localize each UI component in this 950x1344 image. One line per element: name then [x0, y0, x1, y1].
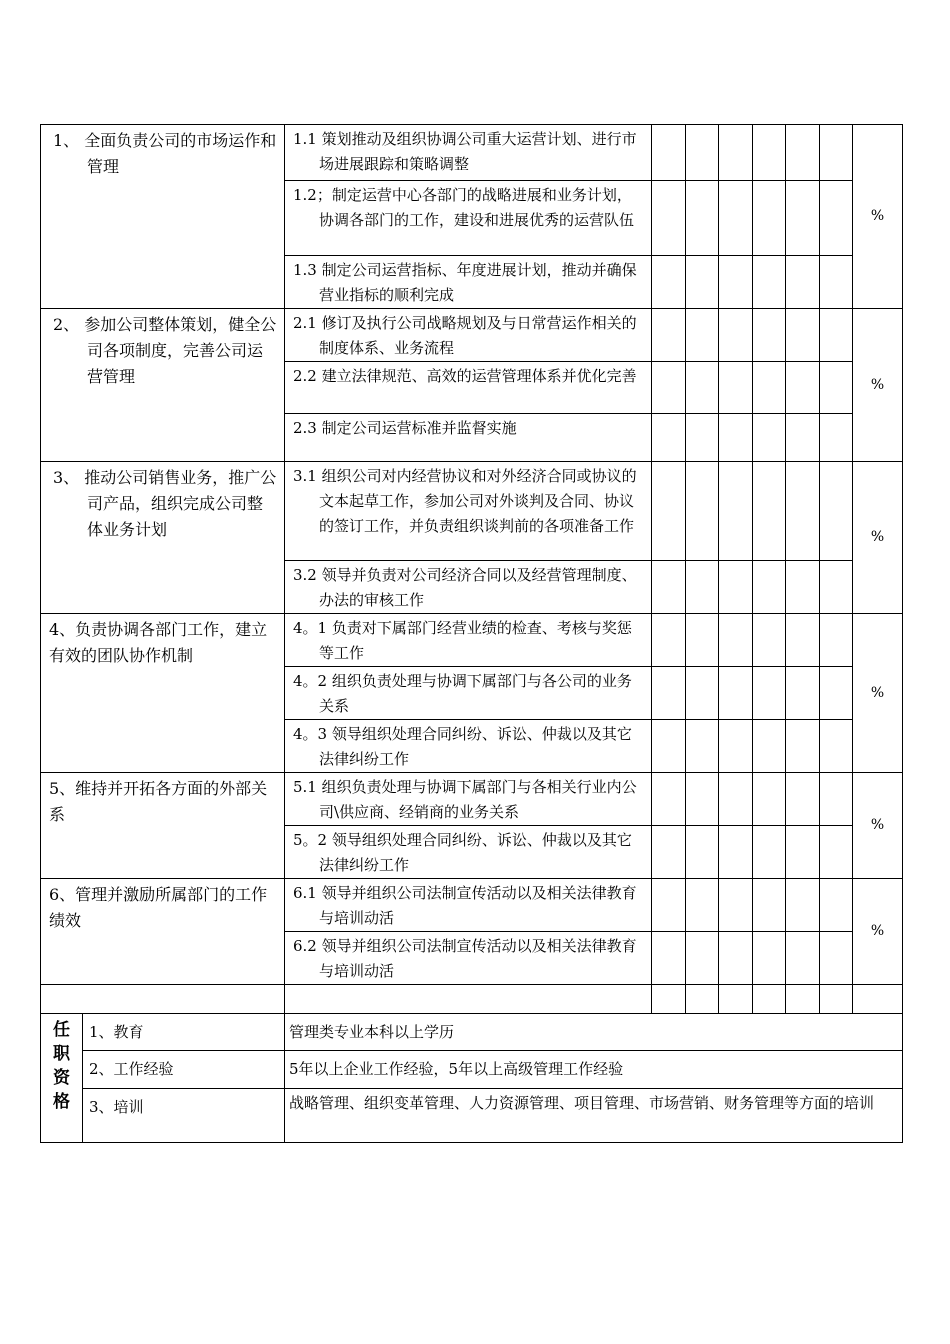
task-text: 6.1 领导并组织公司法制宣传活动以及相关法律教育与培训动活 [293, 884, 637, 927]
task-text: 4。1 负责对下属部门经营业绩的检查、考核与奖惩等工作 [293, 619, 632, 662]
score-cell [753, 985, 786, 1014]
score-cell [719, 985, 753, 1014]
responsibility-row [41, 125, 903, 181]
task-text: 2.2 建立法律规范、高效的运营管理体系并优化完善 [293, 367, 637, 385]
score-cell [753, 256, 786, 309]
score-cell [652, 561, 686, 614]
score-cell [753, 462, 786, 561]
weight-cell: % [853, 309, 903, 462]
score-cell [652, 879, 686, 932]
qualification-value: 战略管理、组织变革管理、人力资源管理、项目管理、市场营销、财务管理等方面的培训 [285, 1089, 903, 1143]
task-cell [285, 667, 652, 720]
score-cell [652, 773, 686, 826]
score-cell [686, 309, 719, 362]
score-cell [753, 614, 786, 667]
weight-cell: % [853, 879, 903, 985]
score-cell [786, 614, 820, 667]
score-cell [753, 932, 786, 985]
score-cell [753, 414, 786, 462]
score-cell [753, 362, 786, 414]
score-cell [753, 879, 786, 932]
task-text: 3.2 领导并负责对公司经济合同以及经营管理制度、办法的审核工作 [293, 566, 637, 609]
score-cell [820, 256, 853, 309]
score-cell [786, 826, 820, 879]
responsibility-title-text: 3、 推动公司销售业务，推广公司产品，组织完成公司整体业务计划 [53, 468, 277, 539]
score-cell [719, 181, 753, 256]
score-cell [652, 826, 686, 879]
score-cell [753, 561, 786, 614]
score-cell [719, 362, 753, 414]
score-cell [786, 667, 820, 720]
blank-cell [285, 985, 652, 1014]
qualification-label-char: 职 [53, 1044, 70, 1064]
task-text: 1.3 制定公司运营指标、年度进展计划，推动并确保营业指标的顺利完成 [293, 261, 637, 304]
task-text: 1.1 策划推动及组织协调公司重大运营计划、进行市场进展跟踪和策略调整 [293, 130, 637, 173]
qualification-name: 2、工作经验 [83, 1051, 285, 1089]
score-cell [652, 181, 686, 256]
responsibility-row [41, 879, 903, 932]
score-cell [820, 181, 853, 256]
score-cell [686, 932, 719, 985]
score-cell [686, 720, 719, 773]
task-cell [285, 932, 652, 985]
qualification-value: 管理类专业本科以上学历 [285, 1014, 903, 1051]
responsibility-title-text: 5、维持并开拓各方面的外部关系 [49, 779, 268, 824]
score-cell [786, 561, 820, 614]
score-cell [652, 256, 686, 309]
score-cell [786, 181, 820, 256]
score-cell [719, 309, 753, 362]
score-cell [686, 773, 719, 826]
task-cell [285, 614, 652, 667]
score-cell [719, 125, 753, 181]
responsibility-row [41, 614, 903, 667]
blank-row [41, 985, 903, 1014]
responsibility-title-text: 4、负责协调各部门工作，建立有效的团队协作机制 [49, 620, 268, 665]
task-cell [285, 561, 652, 614]
score-cell [686, 462, 719, 561]
score-cell [786, 462, 820, 561]
responsibility-title [41, 879, 285, 985]
score-cell [786, 414, 820, 462]
score-cell [753, 720, 786, 773]
score-cell [686, 414, 719, 462]
qualification-label-char: 格 [53, 1092, 70, 1112]
job-description-sheet [40, 124, 902, 1143]
score-cell [820, 667, 853, 720]
weight-cell: % [853, 773, 903, 879]
responsibility-title [41, 462, 285, 614]
responsibility-title [41, 773, 285, 879]
score-cell [820, 773, 853, 826]
task-cell [285, 256, 652, 309]
score-cell [820, 561, 853, 614]
responsibility-title [41, 614, 285, 773]
responsibility-title-text: 6、管理并激励所属部门的工作绩效 [49, 885, 268, 930]
task-text: 5。2 领导组织处理合同纠纷、诉讼、仲裁以及其它法律纠纷工作 [293, 831, 632, 874]
score-cell [719, 614, 753, 667]
score-cell [719, 826, 753, 879]
score-cell [652, 667, 686, 720]
score-cell [652, 720, 686, 773]
score-cell [786, 125, 820, 181]
qualification-row [41, 1089, 903, 1143]
score-cell [820, 932, 853, 985]
score-cell [652, 125, 686, 181]
score-cell [820, 614, 853, 667]
score-cell [686, 667, 719, 720]
score-cell [686, 362, 719, 414]
score-cell [719, 414, 753, 462]
responsibility-row [41, 773, 903, 826]
task-text: 6.2 领导并组织公司法制宣传活动以及相关法律教育与培训动活 [293, 937, 637, 980]
score-cell [686, 125, 719, 181]
score-cell [786, 773, 820, 826]
task-text: 1.2；制定运营中心各部门的战略进展和业务计划，协调各部门的工作，建设和进展优秀的运营队伍 [293, 186, 635, 229]
blank-cell [41, 985, 285, 1014]
task-text: 5.1 组织负责处理与协调下属部门与各相关行业内公司\供应商、经销商的业务关系 [293, 778, 637, 821]
score-cell [753, 773, 786, 826]
score-cell [686, 256, 719, 309]
score-cell [753, 309, 786, 362]
score-cell [820, 462, 853, 561]
score-cell [719, 561, 753, 614]
task-text: 4。3 领导组织处理合同纠纷、诉讼、仲裁以及其它法律纠纷工作 [293, 725, 632, 768]
responsibilities-table [40, 124, 903, 1143]
task-cell [285, 720, 652, 773]
score-cell [719, 462, 753, 561]
weight-cell: % [853, 462, 903, 614]
score-cell [820, 362, 853, 414]
score-cell [652, 414, 686, 462]
task-cell [285, 181, 652, 256]
score-cell [686, 181, 719, 256]
qualification-label [41, 1014, 83, 1143]
task-cell [285, 414, 652, 462]
task-cell [285, 362, 652, 414]
score-cell [719, 256, 753, 309]
score-cell [652, 462, 686, 561]
score-cell [786, 309, 820, 362]
task-text: 4。2 组织负责处理与协调下属部门与各公司的业务关系 [293, 672, 632, 715]
score-cell [820, 826, 853, 879]
score-cell [820, 985, 853, 1014]
responsibility-title-text: 2、 参加公司整体策划，健全公司各项制度，完善公司运营管理 [53, 315, 277, 386]
score-cell [820, 879, 853, 932]
score-cell [786, 720, 820, 773]
score-cell [786, 879, 820, 932]
score-cell [786, 256, 820, 309]
qualification-label-char: 资 [53, 1068, 70, 1088]
weight-cell: % [853, 614, 903, 773]
task-text: 2.1 修订及执行公司战略规划及与日常营运作相关的制度体系、业务流程 [293, 314, 637, 357]
score-cell [820, 414, 853, 462]
task-cell [285, 879, 652, 932]
task-cell [285, 309, 652, 362]
score-cell [652, 362, 686, 414]
score-cell [786, 932, 820, 985]
score-cell [652, 985, 686, 1014]
score-cell [686, 614, 719, 667]
qualification-value: 5年以上企业工作经验，5年以上高级管理工作经验 [285, 1051, 903, 1089]
score-cell [686, 985, 719, 1014]
responsibility-row [41, 309, 903, 362]
score-cell [753, 667, 786, 720]
task-cell [285, 773, 652, 826]
responsibility-title [41, 125, 285, 309]
task-cell [285, 462, 652, 561]
task-text: 3.1 组织公司对内经营协议和对外经济合同或协议的文本起草工作，参加公司对外谈判及合同、协议的签订工作，并负责组织谈判前的各项准备工作 [293, 467, 637, 535]
weight-cell: % [853, 125, 903, 309]
responsibility-title-text: 1、 全面负责公司的市场运作和管理 [53, 131, 277, 176]
score-cell [786, 362, 820, 414]
score-cell [820, 720, 853, 773]
score-cell [719, 932, 753, 985]
qualification-row [41, 1051, 903, 1089]
score-cell [820, 125, 853, 181]
task-cell [285, 826, 652, 879]
score-cell [753, 125, 786, 181]
qualification-name: 1、教育 [83, 1014, 285, 1051]
score-cell [820, 309, 853, 362]
weight-cell [853, 985, 903, 1014]
score-cell [719, 879, 753, 932]
task-text: 2.3 制定公司运营标准并监督实施 [293, 419, 517, 437]
score-cell [686, 826, 719, 879]
score-cell [652, 309, 686, 362]
score-cell [719, 720, 753, 773]
score-cell [719, 773, 753, 826]
qualification-label-char: 任 [53, 1020, 70, 1040]
score-cell [686, 561, 719, 614]
score-cell [652, 932, 686, 985]
score-cell [719, 667, 753, 720]
qualification-row [41, 1014, 903, 1051]
qualification-name: 3、培训 [83, 1089, 285, 1143]
responsibility-row [41, 462, 903, 561]
score-cell [686, 879, 719, 932]
score-cell [753, 826, 786, 879]
score-cell [652, 614, 686, 667]
score-cell [753, 181, 786, 256]
task-cell [285, 125, 652, 181]
responsibility-title [41, 309, 285, 462]
score-cell [786, 985, 820, 1014]
